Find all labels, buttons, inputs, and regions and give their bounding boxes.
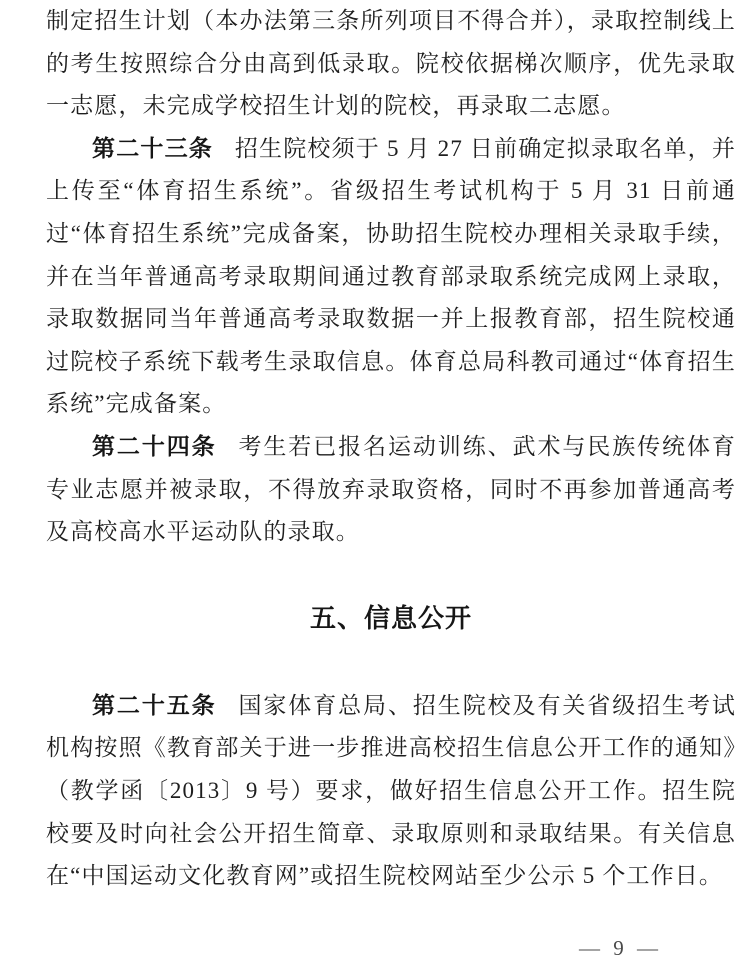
paragraph-continuation-text: 制定招生计划（本办法第三条所列项目不得合并），录取控制线上的考生按照综合分由高到低录取。院校依据梯次顺序，优先录取一志愿，未完成学校招生计划的院校，再录取二志愿。: [46, 8, 736, 119]
article-23-paragraph: [46, 128, 736, 426]
article-25-text: 国家体育总局、招生院校及有关省级招生考试机构按照《教育部关于进一步推进高校招生信息公开工作的通知》（教学函〔2013〕9 号）要求，做好招生信息公开工作。招生院校要及时向社会公开招生简章、录取原则和录取结果。有关信息在“中国运动文化教育网”或招生院校网站至少公示 5 个工作日。: [46, 692, 737, 889]
article-25-label: 第二十五条: [92, 692, 217, 718]
article-25-paragraph: [46, 685, 736, 898]
page-number: — 9 —: [579, 936, 662, 960]
section-heading: 五、信息公开: [309, 603, 472, 633]
article-24-text: 考生若已报名运动训练、武术与民族传统体育专业志愿并被录取，不得放弃录取资格，同时不再参加普通高考及高校高水平运动队的录取。: [46, 433, 737, 545]
article-24-label: 第二十四条: [92, 433, 217, 459]
article-23-label: 第二十三条: [92, 135, 213, 161]
article-24-paragraph: [46, 426, 736, 554]
article-23-text: 招生院校须于 5 月 27 日前确定拟录取名单，并上传至“体育招生系统”。省级招生考试机构于 5 月 31 日前通过“体育招生系统”完成备案，协助招生院校办理相关录取手续，并在当年普通高考录取期间通过教育部录取系统完成网上录取，录取数据同当年普通高考录取数据一并上报教育部，招生院校通过院校子系统下载考生录取信息。体育总局科教司通过“体育招生系统”完成备案。: [46, 135, 737, 417]
paragraph-continuation: [46, 0, 736, 128]
